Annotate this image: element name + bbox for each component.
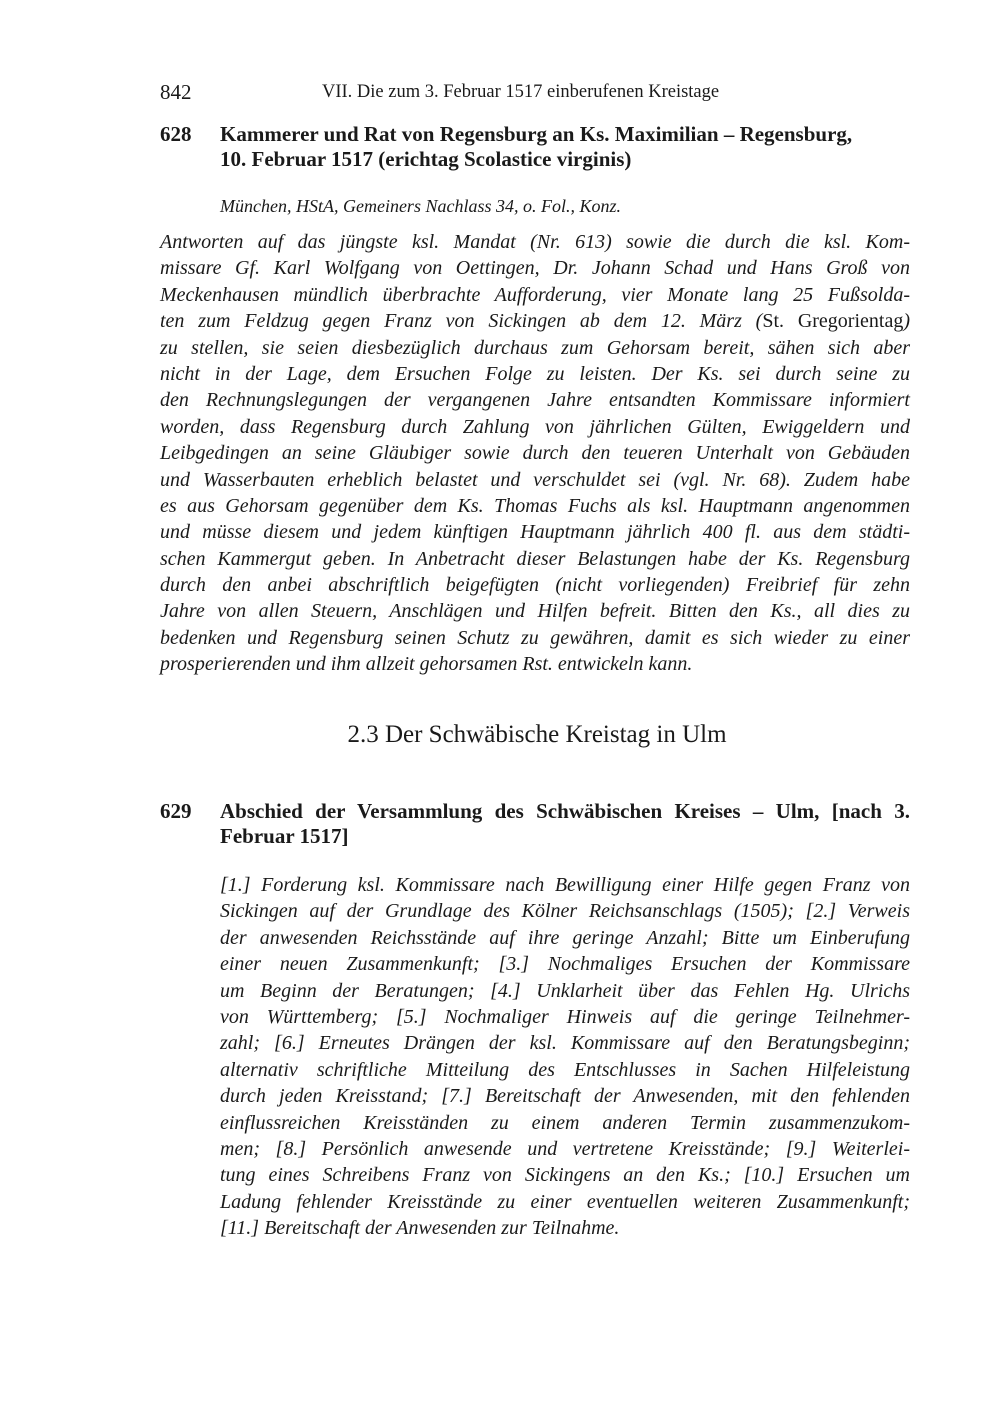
text-line: tung eines Schreibens Franz von Sickingens an den Ks.; [10.] Ersuchen um (220, 1164, 910, 1187)
text-line: alternativ schriftliche Mitteilung des Entschlusses in Sachen Hilfeleistung (220, 1058, 910, 1081)
text-line: zu stellen, sie seien diesbezüglich durchaus zum Gehorsam bereit, sähen sich aber (160, 336, 910, 359)
text-line: [11.] Bereitschaft der Anwesenden zur Teilnahme. (220, 1217, 620, 1240)
text-line: Jahre von allen Steuern, Anschlägen und Hilfen befreit. Bitten den Ks., all dies zu (160, 600, 910, 623)
text-line: [1.] Forderung ksl. Kommissare nach Bewilligung einer Hilfe gegen Franz von (220, 874, 910, 896)
text-line: durch jeden Kreisstand; [7.] Bereitschaft der Anwesenden, mit den fehlenden (220, 1085, 910, 1108)
text-line (160, 308, 910, 334)
text-line: durch den anbei abschriftlich beigefügten (nicht vorliegenden) Freibrief für zehn (160, 574, 910, 597)
title-line: Abschied der Versammlung des Schwäbischen Kreises – Ulm, [nach 3. (220, 799, 910, 823)
title-line: Kammerer und Rat von Regensburg an Ks. Maximilian – Regensburg, (220, 122, 853, 146)
page-number: 842 (160, 80, 192, 104)
text-line: missare Gf. Karl Wolfgang von Oettingen, Dr. Johann Schad und Hans Groß von (160, 257, 910, 280)
regest-628 (160, 229, 910, 678)
text-line: zahl; [6.] Erneutes Drängen der ksl. Kommissare auf den Beratungsbeginn; (220, 1032, 910, 1055)
text-line: einflussreichen Kreisständen zu einem anderen Termin zusammenzukom- (220, 1111, 910, 1134)
text-line: es aus Gehorsam gegenüber dem Ks. Thomas Fuchs als ksl. Hauptmann angenommen (160, 494, 910, 517)
text-line: und müsse diesem und jedem künftigen Hauptmann jährlich 400 fl. aus dem städti- (160, 521, 910, 544)
section-heading: 2.3 Der Schwäbische Kreistag in Ulm (347, 721, 727, 748)
text-line: den Rechnungslegungen der vergangenen Jahre entsandten Kommissare informiert (160, 389, 910, 412)
text-line: Antworten auf das jüngste ksl. Mandat (Nr. 613) sowie die durch die ksl. Kom- (160, 231, 910, 253)
archival-source: München, HStA, Gemeiners Nachlass 34, o. Fol., Konz. (220, 196, 621, 216)
text-segment: ten zum Feldzug gegen Franz von Sickingen ab dem 12. März ( (160, 310, 763, 333)
text-line: von Württemberg; [5.] Nochmaliger Hinweis auf die geringe Teilnehmer- (220, 1005, 910, 1028)
document-number-629: 629 (160, 799, 192, 823)
text-line: einer neuen Zusammenkunft; [3.] Nochmaliges Ersuchen der Kommissare (220, 953, 910, 976)
text-line: men; [8.] Persönlich anwesende und vertretene Kreisstände; [9.] Weiterlei- (220, 1137, 910, 1160)
text-line: Sickingen auf der Grundlage des Kölner Reichsanschlags (1505); [2.] Verweis (220, 900, 910, 923)
regest-629 (220, 872, 910, 1241)
running-title: VII. Die zum 3. Februar 1517 einberufenen Kreistage (322, 82, 720, 102)
text-line: worden, dass Regensburg durch Zahlung von jährlichen Gülten, Ewiggeldern und (160, 415, 910, 438)
feast-day: St. Gregorientag (762, 310, 904, 333)
title-line: 10. Februar 1517 (erichtag Scolastice virginis) (220, 147, 632, 171)
text-line: nicht in der Lage, dem Ersuchen Folge zu leisten. Der Ks. sei durch seine zu (160, 362, 910, 385)
document-title-629 (220, 799, 910, 849)
text-line: schen Kammergut geben. In Anbetracht dieser Belastungen habe der Ks. Regensburg (160, 547, 910, 570)
text-line: Ladung fehlender Kreisstände zu einer eventuellen weiteren Zusammenkunft; (220, 1190, 910, 1213)
text-line: prosperierenden und ihm allzeit gehorsamen Rst. entwickeln kann. (160, 653, 693, 676)
document-title-628 (220, 122, 910, 172)
text-line: bedenken und Regensburg seinen Schutz zu gewähren, damit es sich wieder zu einer (160, 626, 910, 649)
text-line: der anwesenden Reichsstände auf ihre geringe Anzahl; Bitte um Einberufung (220, 926, 910, 949)
document-number-628: 628 (160, 122, 192, 146)
text-segment: ) (903, 310, 910, 333)
text-line: und Wasserbauten erheblich belastet und verschuldet sei (vgl. Nr. 68). Zudem habe (160, 468, 910, 491)
text-line: um Beginn der Beratungen; [4.] Unklarheit über das Fehlen Hg. Ulrichs (220, 979, 910, 1002)
text-line: Leibgedingen an seine Gläubiger sowie durch den teueren Unterhalt von Gebäuden (160, 442, 910, 465)
title-line: Februar 1517] (220, 824, 349, 848)
text-line: Meckenhausen mündlich überbrachte Aufforderung, vier Monate lang 25 Fußsolda- (160, 283, 910, 306)
